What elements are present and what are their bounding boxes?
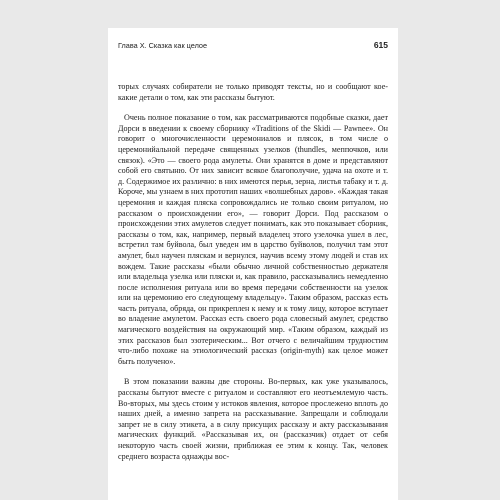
paragraph: В этом показании важны две стороны. Во-первых, как уже указывалось, рассказы бытуют вместе с ритуалом и составляют его неотъемлемую часть. Во-вторых, мы здесь стоим у истоков явления, которое прослежено вплоть до наших дней, а именно запрета на рассказывание. Запрещали и соблюдали запрет не в силу этикета, а в силу присущих рассказу и акту рассказывания магических функций. «Рассказывая их, он (рассказчик) отдает от себя некоторую часть своей жизни, приближая ее этим к концу. Так, человек среднего возраста однажды вос- [118,377,388,461]
running-head: Глава X. Сказка как целое [118,41,208,50]
page-number: 615 [373,40,388,50]
body-text [118,82,388,500]
paragraph: торых случаях собиратели не только приводят тексты, но и сообщают кое-какие детали о том, как эти рассказы бытуют. [118,82,388,102]
book-page [108,28,398,500]
paragraph: Очень полное показание о том, как рассматриваются подобные сказки, дает Дорси в введении к своему сборнику «Traditions of the Skidi — Pawnee». Он говорит о многочисленности церемониалов и плясок, в том числе о церемонийальной передаче священных узелков (thundles, меппочков, или связок). «Это — своего рода амулеты. Они хранятся в доме и представляют собой его святыню. От них зависит всякое благополучие, удача на охоте и т. д. Содержимое их различно: в них имеются перья, зерна, листья табаку и т. д. Короче, мы узнаем в них прототип наших «волшебных даров». «Каждая такая церемония и каждая пляска сопровождались не только своим ритуалом, но рассказом о происхождении его», — говорит Дорси. Под рассказом о происхождении этих амулетов следует понимать, как это показывает сборник, рассказы о том, как, например, первый владелец этого узелочка ушел в лес, встретил там буйвола, был уведен им в царство буйволов, получил там этот амулет, был научен пляскам и вернулся, научив всему этому людей и став их вождем. Такие рассказы «были обычно личной собственностью держателя или владельца узелка или пляски и, как правило, рассказывались немедленно после исполнения ритуала или во время передачи собственности на узелок или на церемонию его следующему владельцу». Таким образом, рассказ есть часть ритуала, обряда, он прикреплен к нему и к тому лицу, которое вступает во владение амулетом. Рассказ есть своего рода словесный амулет, средство магического воздействия на окружающий мир. «Таким образом, каждый из этих рассказов был эзотерическим... Вот отчего с величайшим трудностим что-либо похоже на этиологический рассказ (origin-myth) как целое может быть получено». [118,113,388,366]
page-header [118,40,388,54]
